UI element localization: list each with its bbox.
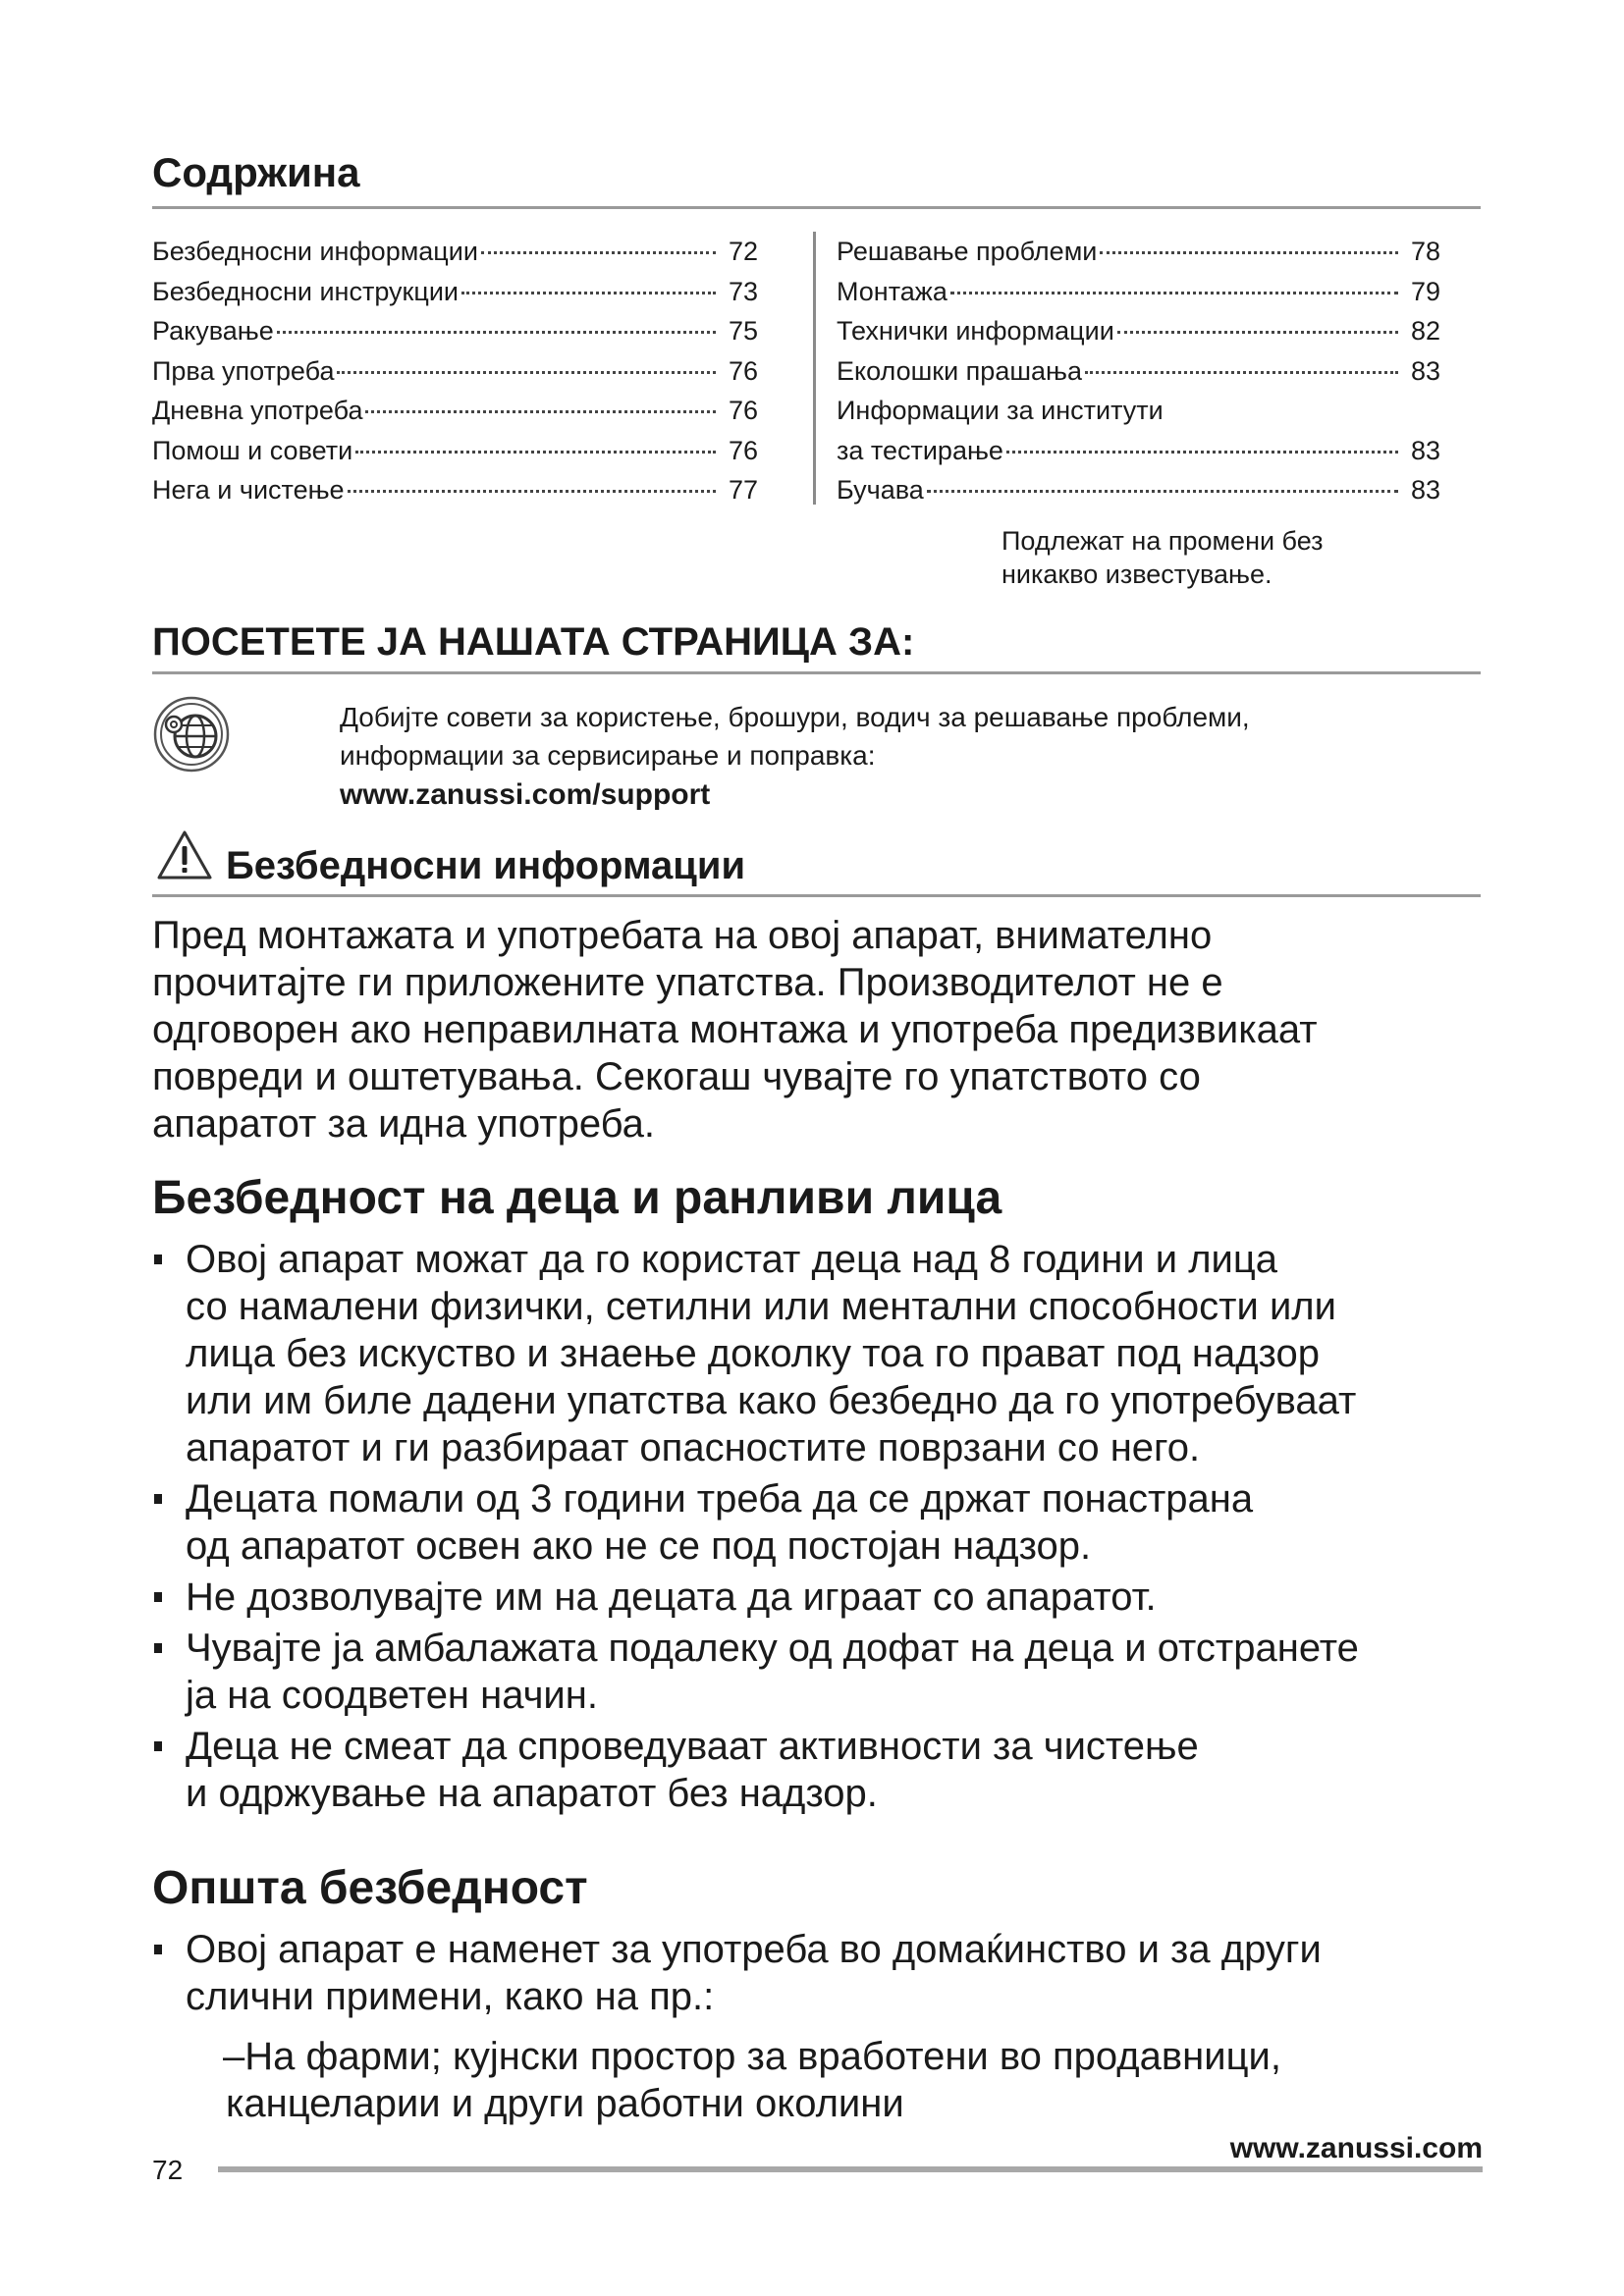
- globe-icon: [152, 695, 231, 774]
- toc-left-column: [152, 232, 758, 510]
- list-item: Не дозволувајте им на децата да играат со апаратот.: [152, 1574, 1527, 1621]
- toc-item[interactable]: Ракување 75: [152, 316, 758, 346]
- toc-item[interactable]: Технички информации 82: [837, 316, 1440, 346]
- safety-title-rule: [152, 894, 1481, 897]
- list-item: Децата помали од 3 години треба да се држат понастрана од апаратот освен ако не се под постојан надзор.: [152, 1475, 1527, 1570]
- support-link[interactable]: www.zanussi.com/support: [340, 778, 711, 811]
- children-safety-list: [152, 1236, 1527, 1817]
- toc-item[interactable]: Еколошки прашања 83: [837, 355, 1440, 386]
- toc-title-rule: [152, 206, 1481, 209]
- toc-item[interactable]: Безбедносни инструкции 73: [152, 276, 758, 306]
- general-safety-title: Општа безбедност: [152, 1862, 588, 1914]
- general-safety-list: [152, 1926, 1527, 2020]
- list-item: Деца не смеат да спроведуваат активности за чистење и одржување на апаратот без надзор.: [152, 1723, 1527, 1817]
- page-number: 72: [152, 2155, 184, 2185]
- toc-item[interactable]: Помош и совети 76: [152, 435, 758, 465]
- toc-right-column: [837, 232, 1440, 510]
- toc-item[interactable]: Бучава 83: [837, 475, 1440, 505]
- visit-title: ПОСЕТЕТЕ ЈА НАШАТА СТРАНИЦА ЗА:: [152, 620, 915, 664]
- toc-item[interactable]: Нега и чистење 77: [152, 475, 758, 505]
- footer-rule: [218, 2166, 1483, 2172]
- list-item: Овој апарат е наменет за употреба во домаќинство и за други слични примени, како на пр.:: [152, 1926, 1527, 2020]
- warning-icon: [155, 828, 214, 881]
- visit-description: Добијте совети за користење, брошури, водич за решавање проблеми, информации за сервисирање и поправка:: [340, 702, 1250, 771]
- sub-list-item: –На фарми; кујнски простор за вработени во продавници, канцеларии и други работни околини: [223, 2035, 1281, 2125]
- toc-item[interactable]: Монтажа 79: [837, 276, 1440, 306]
- toc-item-continued[interactable]: Информации за институти: [837, 396, 1164, 425]
- safety-intro: Пред монтажата и употребата на овој апарат, внимателно прочитајте ги приложените упатства. Производителот не е одговорен ако неправилната монтажа и употреба предизвикаат повреди и оштетувања. Секогаш чувајте го упатството со апаратот за идна употреба.: [152, 914, 1318, 1146]
- list-item: Овој апарат можат да го користат деца над 8 години и лица со намалени физички, сетилни или ментални способности или лица без искуство и знаење доколку тоа го прават под надзор или им биле дадени упатства како безбедно да го употребуваат апаратот и ги разбираат опасностите поврзани со него.: [152, 1236, 1527, 1471]
- children-safety-title: Безбедност на деца и ранливи лица: [152, 1172, 1002, 1224]
- list-item: Чувајте ја амбалажата подалеку од дофат на деца и отстранете ја на соодветен начин.: [152, 1625, 1527, 1719]
- toc-item[interactable]: Безбедносни информации 72: [152, 237, 758, 266]
- toc-item[interactable]: Решавање проблеми 78: [837, 237, 1440, 266]
- toc-item[interactable]: Прва употреба 76: [152, 355, 758, 386]
- toc-item[interactable]: за тестирање 83: [837, 435, 1440, 465]
- visit-title-rule: [152, 671, 1481, 674]
- footer-website-link[interactable]: www.zanussi.com: [1229, 2132, 1483, 2164]
- safety-title: Безбедносни информации: [226, 844, 746, 887]
- toc-column-divider: [813, 232, 816, 505]
- toc-title: Содржина: [152, 149, 360, 195]
- change-notice: Подлежат на промени без никакво известување.: [1001, 526, 1324, 589]
- toc-item[interactable]: Дневна употреба 76: [152, 396, 758, 425]
